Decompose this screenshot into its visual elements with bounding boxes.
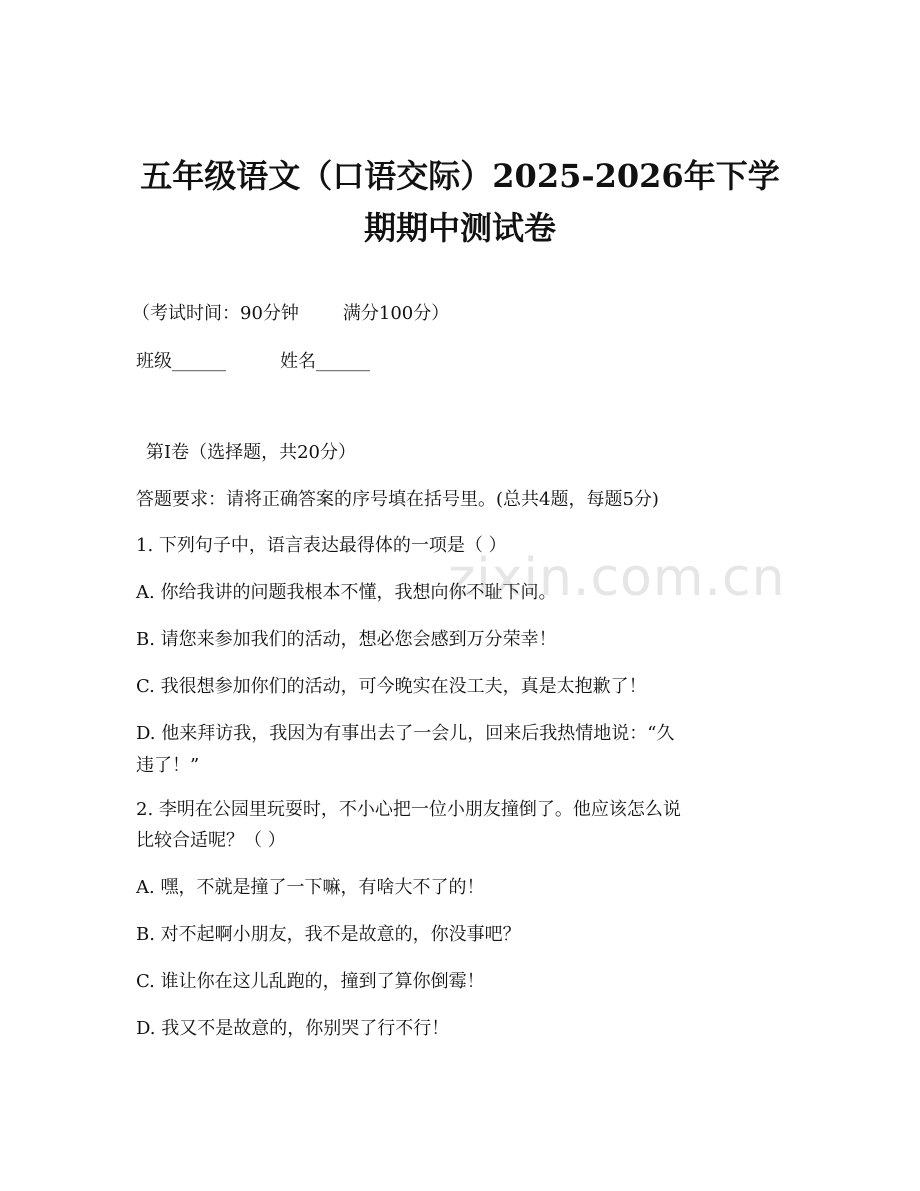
option-b: B. 对不起啊小朋友，我不是故意的，你没事吧？ [136,924,521,945]
option-a: A. 你给我讲的问题我根本不懂，我想向你不耻下问。 [136,582,557,603]
option-c: C. 我很想参加你们的活动，可今晚实在没工夫，真是太抱歉了！ [136,676,647,697]
student-info [136,350,370,374]
watermark: zixin.com.cn [448,548,786,608]
exam-info [132,302,449,326]
exam-title-line-1: 五年级语文（口语交际）2025-2026年下学 [140,157,780,195]
name-field: 姓名______ [280,351,370,372]
class-field: 班级______ [136,351,226,372]
option-a: A. 嘿，不就是撞了一下嘛，有啥大不了的！ [136,877,485,898]
section-instruction: 答题要求：请将正确答案的序号填在括号里。(总共4题，每题5分) [136,489,659,510]
option-d: D. 他来拜访我，我因为有事出去了一会儿，回来后我热情地说：“久 [136,723,675,744]
option-b: B. 请您来参加我们的活动，想必您会感到万分荣幸！ [136,629,557,650]
question-stem: 2. 李明在公园里玩耍时，不小心把一位小朋友撞倒了。他应该怎么说 [136,799,681,820]
question-stem: 1. 下列句子中，语言表达最得体的一项是（ ） [136,535,507,556]
exam-time: （考试时间：90分钟 [132,303,299,324]
option-d: D. 我又不是故意的，你别哭了行不行！ [136,1018,450,1039]
section-heading: 第I卷（选择题，共20分） [146,442,357,463]
option-d-continued: 违了！” [136,755,200,776]
question-stem-continued: 比较合适呢？（ ） [136,830,286,851]
exam-full-score: 满分100分） [342,303,450,324]
option-c: C. 谁让你在这儿乱跑的，撞到了算你倒霉！ [136,971,485,992]
exam-title-line-2: 期期中测试卷 [363,209,556,247]
